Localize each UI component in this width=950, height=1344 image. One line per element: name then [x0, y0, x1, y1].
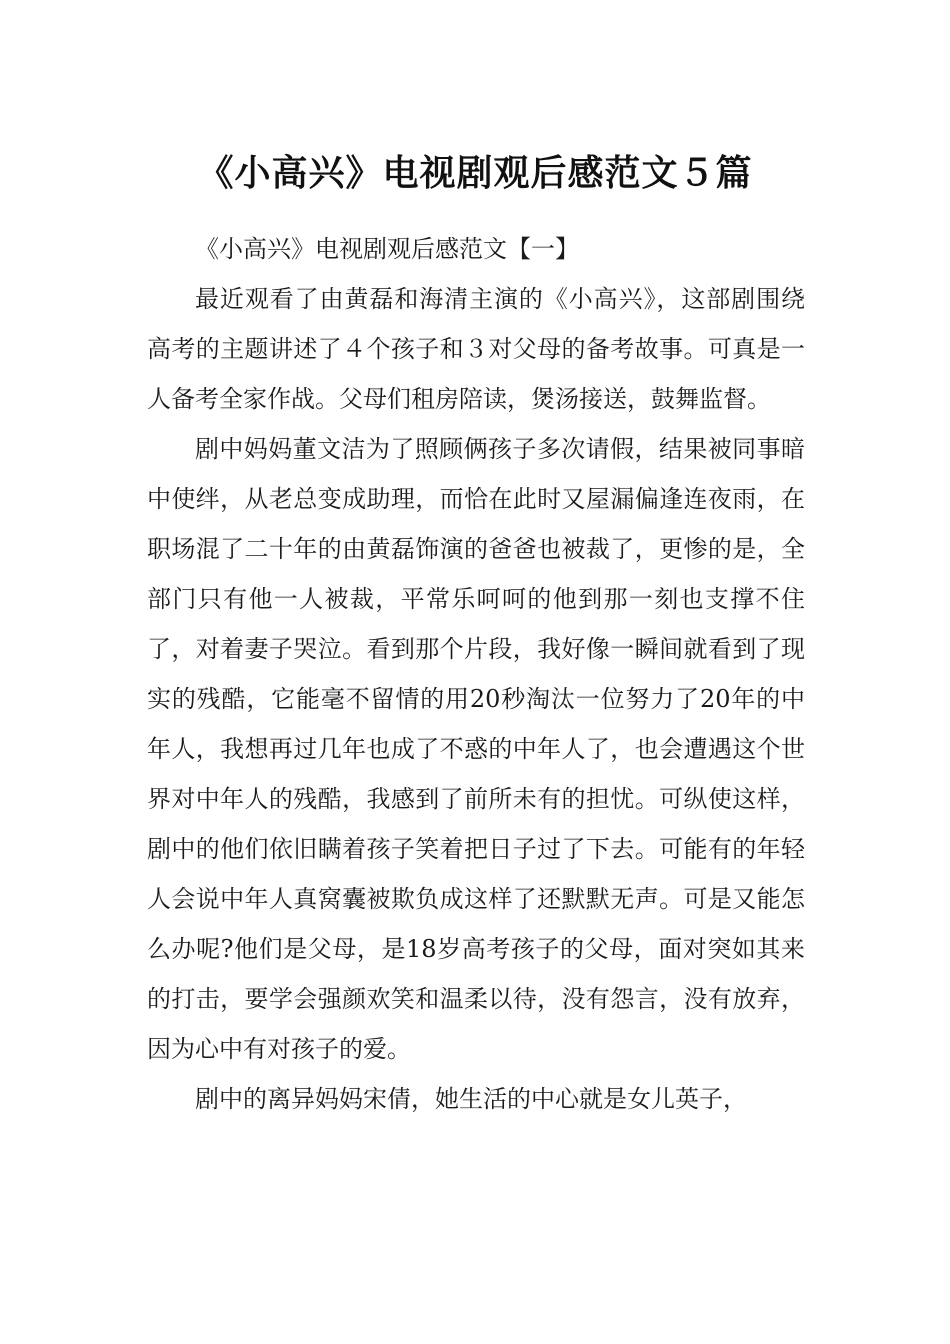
document-body	[147, 224, 805, 1124]
paragraph: 剧中妈妈董文洁为了照顾俩孩子多次请假，结果被同事暗中使绊，从老总变成助理，而恰在此时又屋漏偏逢连夜雨，在职场混了二十年的由黄磊饰演的爸爸也被裁了，更惨的是，全部门只有他一人被裁，平常乐呵呵的他到那一刻也支撑不住了，对着妻子哭泣。看到那个片段，我好像一瞬间就看到了现实的残酷，它能毫不留情的用20秒淘汰一位努力了20年的中年人，我想再过几年也成了不惑的中年人了，也会遭遇这个世界对中年人的残酷，我感到了前所未有的担忧。可纵使这样，剧中的他们依旧瞒着孩子笑着把日子过了下去。可能有的年轻人会说中年人真窝囊被欺负成这样了还默默无声。可是又能怎么办呢?他们是父母，是18岁高考孩子的父母，面对突如其来的打击，要学会强颜欢笑和温柔以待，没有怨言，没有放弃，因为心中有对孩子的爱。	[147, 435, 805, 1063]
document-title: 《小高兴》电视剧观后感范文５篇	[197, 153, 753, 195]
section-heading: 《小高兴》电视剧观后感范文【一】	[195, 235, 579, 263]
paragraph: 最近观看了由黄磊和海清主演的《小高兴》，这部剧围绕高考的主题讲述了４个孩子和３对父母的备考故事。可真是一人备考全家作战。父母们租房陪读，煲汤接送，鼓舞监督。	[147, 285, 805, 413]
paragraph: 剧中的离异妈妈宋倩，她生活的中心就是女儿英子，	[195, 1085, 747, 1113]
